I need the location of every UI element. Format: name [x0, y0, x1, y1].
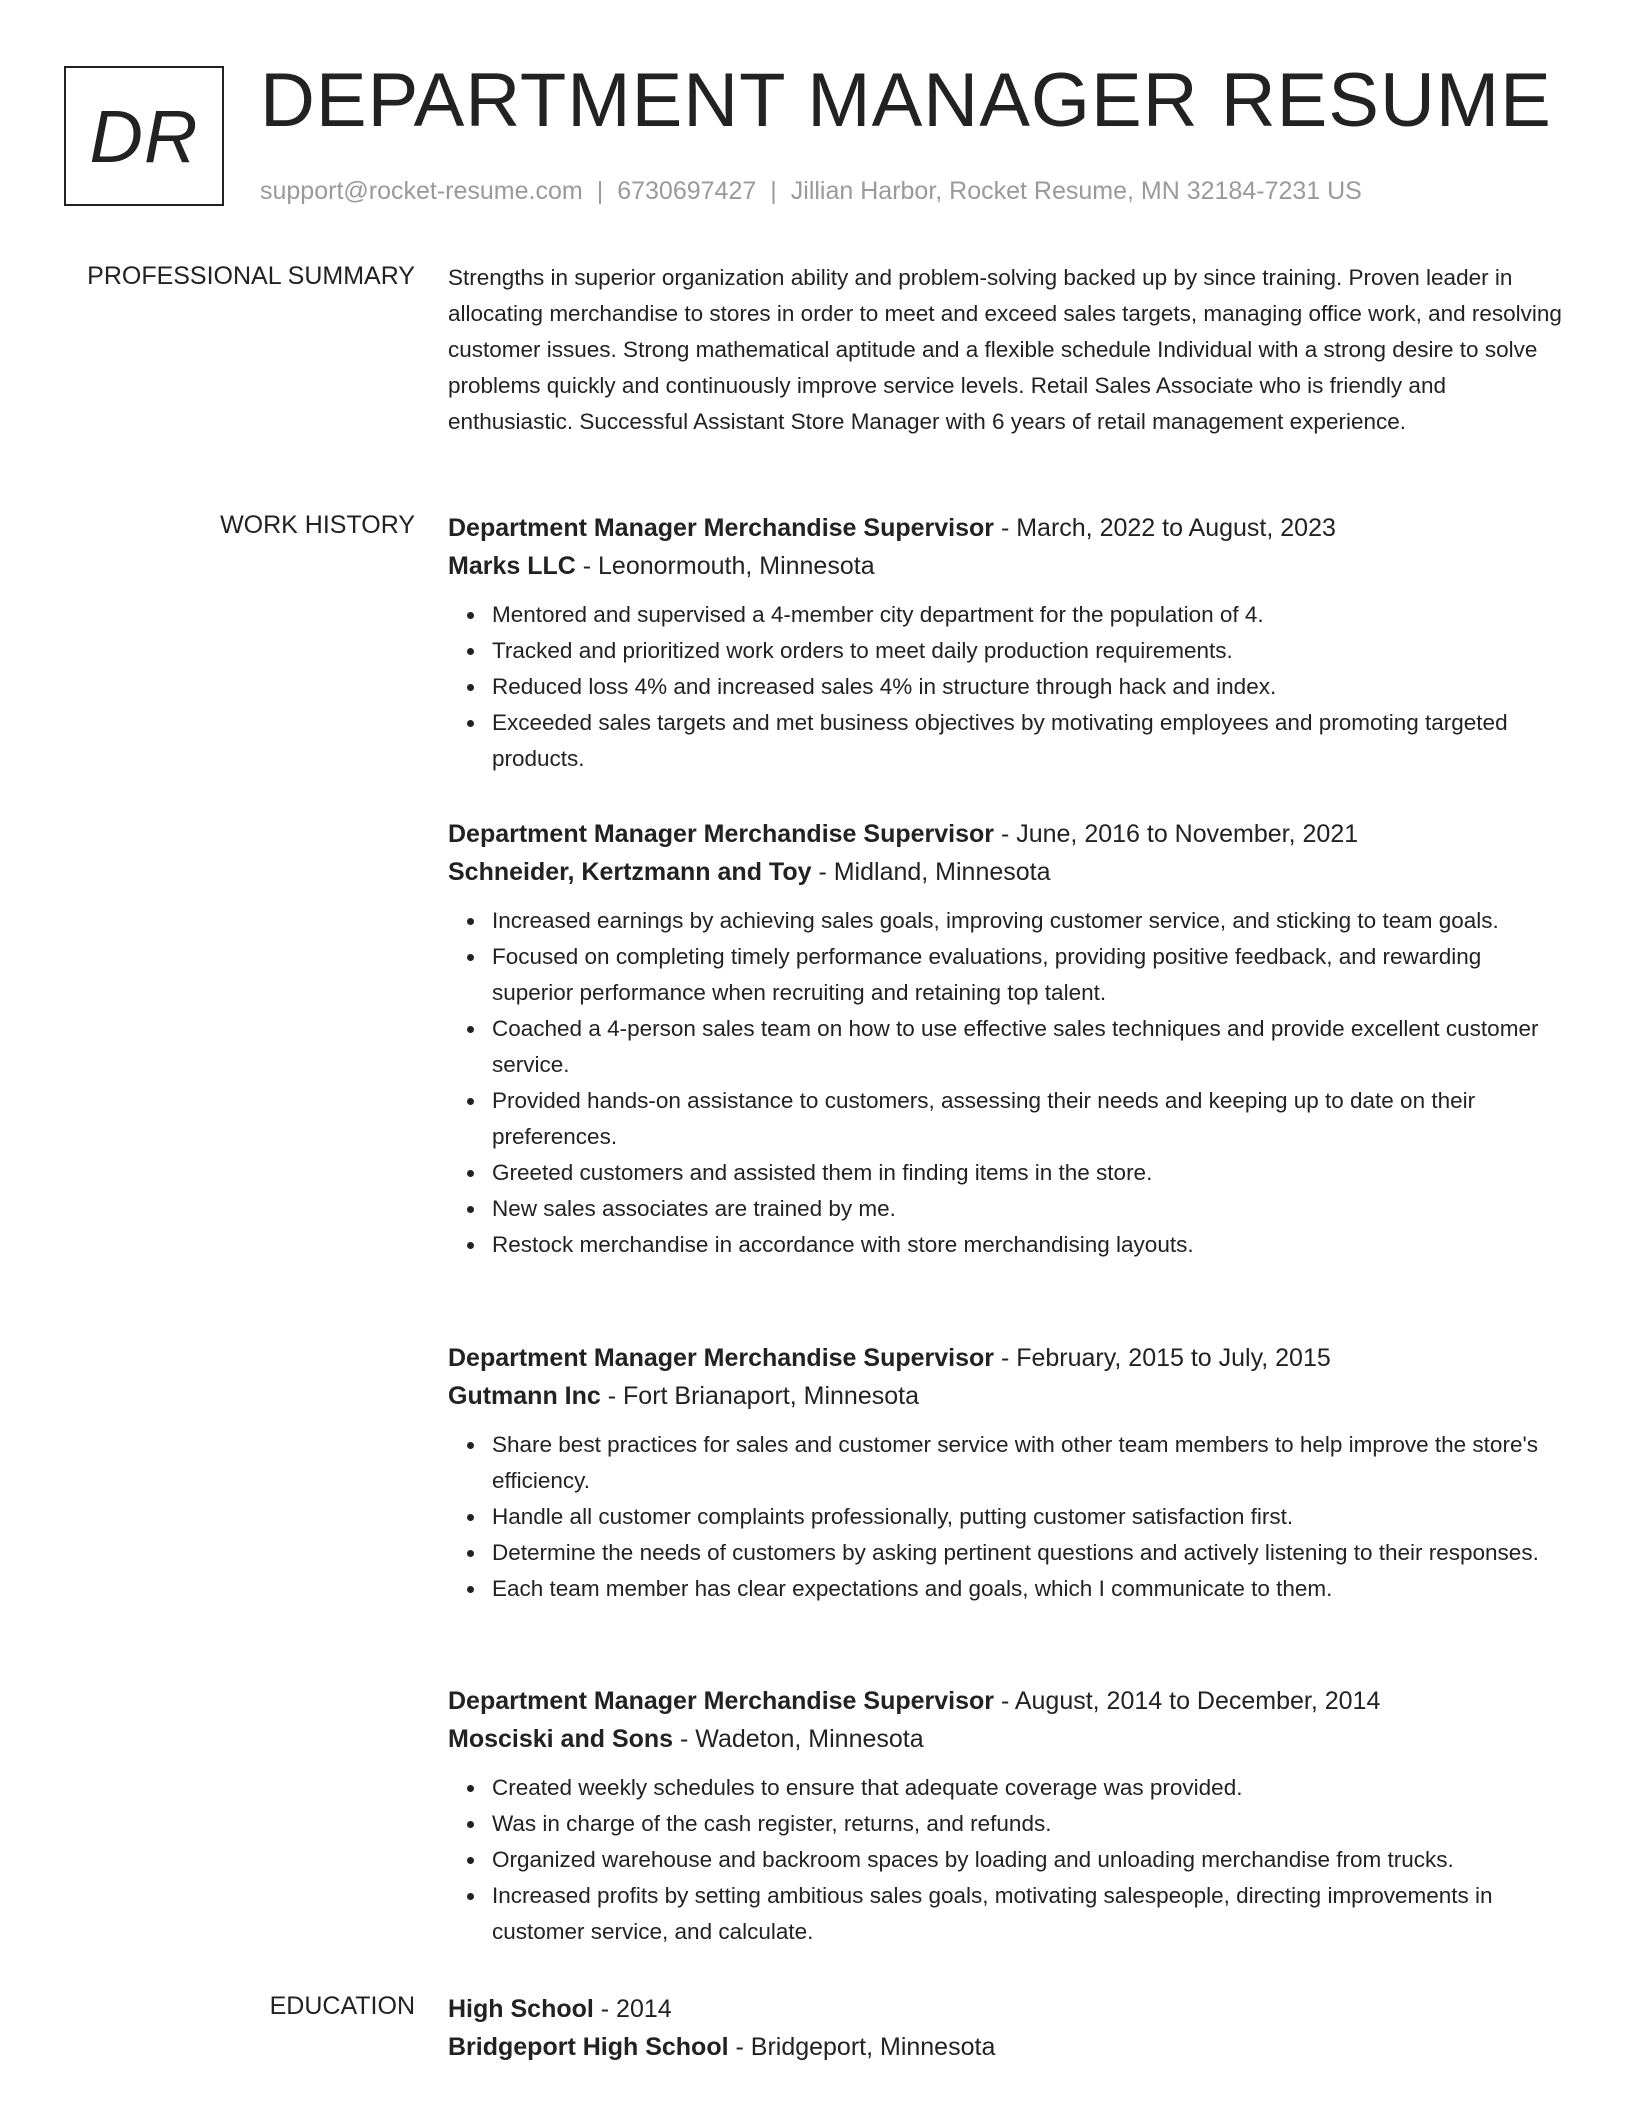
list-item: Each team member has clear expectations and goals, which I communicate to them.	[492, 1571, 1568, 1607]
job-entry	[448, 1682, 1568, 1950]
job-title: Department Manager Merchandise Supervisor	[448, 1687, 994, 1715]
company-line	[448, 853, 1568, 891]
section-body	[448, 1990, 1568, 2066]
job-bullets	[448, 1427, 1568, 1607]
company-location: - Midland, Minnesota	[811, 858, 1051, 886]
job-bullets	[448, 903, 1568, 1263]
job-bullets	[448, 597, 1568, 777]
company-line	[448, 547, 1568, 585]
contact-email[interactable]: support@rocket-resume.com	[260, 177, 583, 205]
job-dates: - March, 2022 to August, 2023	[994, 514, 1336, 542]
list-item: Share best practices for sales and customer service with other team members to help improve the store's efficiency.	[492, 1427, 1568, 1499]
list-item: New sales associates are trained by me.	[492, 1191, 1568, 1227]
school-name: Bridgeport High School	[448, 2033, 729, 2061]
contact-separator: |	[596, 177, 604, 205]
job-title-line	[448, 509, 1568, 547]
job-dates: - June, 2016 to November, 2021	[994, 820, 1359, 848]
section-label: WORK HISTORY	[220, 511, 415, 539]
job-dates: - August, 2014 to December, 2014	[994, 1687, 1381, 1715]
summary-text: Strengths in superior organization ability and problem-solving backed up by since training. Proven leader in allocating merchandise to stores in order to meet and exceed sales targets, managing office work, and resolving customer issues. Strong mathematical aptitude and a flexible schedule Individual with a strong desire to solve problems quickly and continuously improve service levels. Retail Sales Associate who is friendly and enthusiastic. Successful Assistant Store Manager with 6 years of retail management experience.	[448, 265, 1562, 434]
section-label: EDUCATION	[269, 1992, 415, 2020]
list-item: Mentored and supervised a 4-member city department for the population of 4.	[492, 597, 1568, 633]
company-name: Schneider, Kertzmann and Toy	[448, 858, 812, 886]
school-location: - Bridgeport, Minnesota	[728, 2033, 996, 2061]
list-item: Provided hands-on assistance to customers, assessing their needs and keeping up to date on their preferences.	[492, 1083, 1568, 1155]
graduation-year: - 2014	[593, 1995, 672, 2023]
monogram-logo: DR	[64, 66, 224, 206]
job-title: Department Manager Merchandise Supervisor	[448, 1344, 994, 1372]
list-item: Coached a 4-person sales team on how to use effective sales techniques and provide excellent customer service.	[492, 1011, 1568, 1083]
list-item: Increased earnings by achieving sales goals, improving customer service, and sticking to team goals.	[492, 903, 1568, 939]
job-title: Department Manager Merchandise Supervisor	[448, 514, 994, 542]
list-item: Tracked and prioritized work orders to meet daily production requirements.	[492, 633, 1568, 669]
company-line	[448, 1377, 1568, 1415]
job-title-line	[448, 1339, 1568, 1377]
job-entry	[448, 509, 1568, 777]
list-item: Reduced loss 4% and increased sales 4% in structure through hack and index.	[492, 669, 1568, 705]
list-item: Increased profits by setting ambitious sales goals, motivating salespeople, directing improvements in customer service, and calculate.	[492, 1878, 1568, 1950]
job-title-line	[448, 815, 1568, 853]
job-title: Department Manager Merchandise Supervisor	[448, 820, 994, 848]
list-item: Determine the needs of customers by asking pertinent questions and actively listening to their responses.	[492, 1535, 1568, 1571]
company-name: Marks LLC	[448, 552, 576, 580]
school-line	[448, 2028, 1568, 2066]
list-item: Exceeded sales targets and met business objectives by motivating employees and promoting targeted products.	[492, 705, 1568, 777]
section-body	[448, 260, 1568, 440]
contact-address: Jillian Harbor, Rocket Resume, MN 32184-7231 US	[790, 177, 1362, 205]
contact-line	[260, 176, 1362, 206]
company-name: Gutmann Inc	[448, 1382, 601, 1410]
contact-phone[interactable]: 6730697427	[617, 177, 757, 205]
list-item: Handle all customer complaints professionally, putting customer satisfaction first.	[492, 1499, 1568, 1535]
list-item: Restock merchandise in accordance with store merchandising layouts.	[492, 1227, 1568, 1263]
contact-separator: |	[770, 177, 777, 205]
company-location: - Wadeton, Minnesota	[673, 1725, 924, 1753]
job-entry	[448, 1339, 1568, 1607]
degree: High School	[448, 1995, 594, 2023]
page-title: DEPARTMENT MANAGER RESUME	[260, 58, 1552, 143]
job-entry	[448, 815, 1568, 1263]
list-item: Created weekly schedules to ensure that adequate coverage was provided.	[492, 1770, 1568, 1806]
company-location: - Fort Brianaport, Minnesota	[600, 1382, 919, 1410]
company-line	[448, 1720, 1568, 1758]
section-label: PROFESSIONAL SUMMARY	[87, 262, 415, 290]
job-dates: - February, 2015 to July, 2015	[994, 1344, 1331, 1372]
job-bullets	[448, 1770, 1568, 1950]
degree-line	[448, 1990, 1568, 2028]
list-item: Greeted customers and assisted them in finding items in the store.	[492, 1155, 1568, 1191]
list-item: Was in charge of the cash register, returns, and refunds.	[492, 1806, 1568, 1842]
list-item: Focused on completing timely performance evaluations, providing positive feedback, and rewarding superior performance when recruiting and retaining top talent.	[492, 939, 1568, 1011]
company-location: - Leonormouth, Minnesota	[575, 552, 875, 580]
list-item: Organized warehouse and backroom spaces by loading and unloading merchandise from trucks.	[492, 1842, 1568, 1878]
company-name: Mosciski and Sons	[448, 1725, 674, 1753]
job-title-line	[448, 1682, 1568, 1720]
